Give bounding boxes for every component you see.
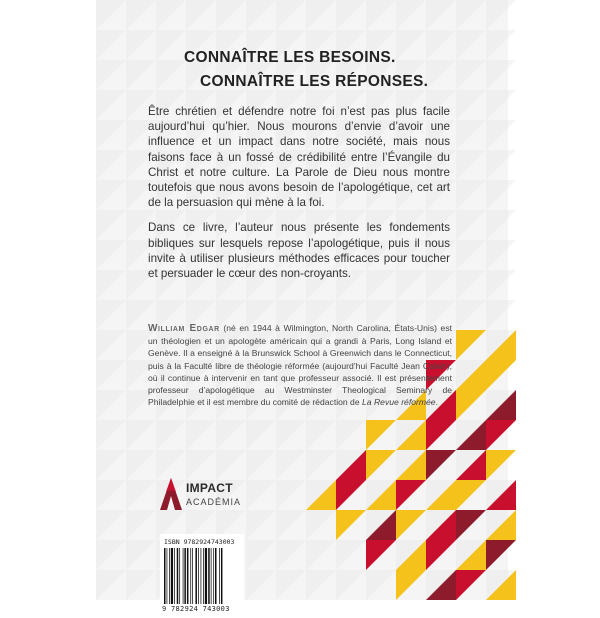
accent-triangle [426, 420, 456, 450]
accent-triangle [486, 450, 516, 480]
barcode-bar [192, 548, 193, 604]
bg-triangle [96, 330, 126, 360]
bg-triangle [216, 0, 246, 30]
bg-triangle [426, 60, 456, 90]
barcode-bar [205, 548, 207, 604]
bg-triangle [456, 300, 486, 330]
author-bio-text-b: . [435, 397, 438, 408]
accent-triangle [336, 510, 366, 540]
barcode-bars [164, 548, 240, 604]
accent-triangle [486, 360, 516, 390]
author-name: William Edgar [148, 323, 220, 334]
bg-triangle [126, 540, 156, 570]
bg-triangle [96, 300, 126, 330]
bg-triangle [456, 240, 486, 270]
bg-triangle [336, 0, 366, 30]
bg-triangle [306, 570, 336, 600]
bg-triangle [486, 90, 516, 120]
accent-triangle [486, 540, 516, 570]
bg-triangle [186, 420, 216, 450]
bg-triangle [456, 180, 486, 210]
bg-triangle [126, 450, 156, 480]
barcode-bar [179, 548, 180, 604]
bg-triangle [486, 30, 516, 60]
book-back-cover [96, 0, 508, 613]
bg-triangle [96, 120, 126, 150]
bg-triangle [246, 450, 276, 480]
bg-triangle [276, 480, 306, 510]
bg-triangle [156, 30, 186, 60]
bg-triangle [366, 0, 396, 30]
bg-triangle [456, 270, 486, 300]
barcode-bar [195, 548, 197, 604]
barcode-bar [211, 548, 212, 604]
accent-triangle [426, 540, 456, 570]
bg-triangle [456, 60, 486, 90]
bg-triangle [96, 240, 126, 270]
accent-triangle [456, 330, 486, 360]
bg-triangle [96, 420, 126, 450]
bg-triangle [246, 540, 276, 570]
bg-triangle [96, 390, 126, 420]
bg-triangle [126, 30, 156, 60]
bg-triangle [486, 120, 516, 150]
barcode-bar [169, 548, 170, 604]
bg-triangle [156, 60, 186, 90]
barcode-bar [184, 548, 186, 604]
bg-triangle [96, 540, 126, 570]
accent-triangle [456, 510, 486, 540]
headline-line-1: CONNAÎTRE LES BESOINS. [184, 49, 396, 66]
bg-triangle [396, 0, 426, 30]
bg-triangle [96, 480, 126, 510]
bg-triangle [186, 0, 216, 30]
bg-triangle [126, 60, 156, 90]
bg-triangle [426, 0, 456, 30]
bg-triangle [456, 150, 486, 180]
barcode-bar [164, 548, 166, 604]
blurb-paragraph-2: Dans ce livre, l’auteur nous présente les fondements bibliques sur lesquels repose l’apologétique, puis il nous invite à utiliser plusieurs méthodes efficaces pour toucher et persuader le cœur des non-croyants. [148, 221, 450, 281]
accent-triangle [366, 450, 396, 480]
blurb [148, 104, 450, 291]
accent-triangle [486, 420, 516, 450]
bg-triangle [96, 180, 126, 210]
bg-triangle [456, 90, 486, 120]
blurb-paragraph-1: Être chrétien et défendre notre foi n’est pas plus facile aujourd’hui qu’hier. Nous mourons d’envie d’avoir une influence et un impact dans notre société, mais nous faisons face à un fossé de crédibilité entre l’Évangile du Christ et notre culture. La Parole de Dieu nous montre toutefois que nous avons besoin de l’apologétique, cet art de la persuasion qui mène à la foi. [148, 105, 450, 210]
bg-triangle [216, 450, 246, 480]
bg-triangle [486, 0, 516, 30]
bg-triangle [486, 150, 516, 180]
bg-triangle [336, 570, 366, 600]
bg-triangle [216, 420, 246, 450]
barcode-bar [198, 548, 199, 604]
bg-triangle [486, 270, 516, 300]
accent-triangle [396, 480, 426, 510]
bg-triangle [156, 450, 186, 480]
accent-triangle [366, 420, 396, 450]
bg-triangle [96, 30, 126, 60]
publisher-a-icon [160, 478, 182, 510]
barcode-bar [213, 548, 214, 604]
bg-triangle [126, 480, 156, 510]
barcode-bar [187, 548, 189, 604]
bg-triangle [246, 570, 276, 600]
bg-triangle [486, 300, 516, 330]
bg-triangle [126, 570, 156, 600]
bg-triangle [96, 0, 126, 30]
isbn-label: ISBN 9782924743003 [164, 538, 235, 546]
bg-triangle [306, 420, 336, 450]
bg-triangle [306, 0, 336, 30]
publisher-logo [160, 478, 270, 528]
barcode-bar [219, 548, 220, 604]
bg-triangle [336, 540, 366, 570]
bg-triangle [306, 510, 336, 540]
barcode-bar [221, 548, 223, 604]
barcode-bar [203, 548, 204, 604]
barcode-bar [208, 548, 210, 604]
isbn-digits: 9 782924 743003 [162, 605, 230, 613]
publisher-name-1: IMPACT [186, 481, 233, 495]
bg-triangle [426, 30, 456, 60]
bg-triangle [456, 30, 486, 60]
bg-triangle [96, 60, 126, 90]
bg-triangle [306, 540, 336, 570]
barcode-bar [171, 548, 173, 604]
publisher-name-2: ACADÉMIA [186, 497, 242, 507]
bg-triangle [276, 540, 306, 570]
bg-triangle [96, 90, 126, 120]
author-bio-text-a: (né en 1944 à Wilmington, North Carolina, États-Unis) est un théologien et un apologète américain qui a grandi à Paris, Long Island et Genève. Il a enseigné à la Brunswick School à Greenwich dans le Connecticut, puis à la Faculté libre de théologie réformée (aujourd’hui Faculté Jean Calvin), où il continue à intervenir en tant que professeur associé. Il est présentement professeur d’apologétique au Westminster Theological Seminary de Philadelphie et il est membre du comité de rédaction de [148, 323, 453, 408]
bg-triangle [456, 210, 486, 240]
accent-triangle [396, 510, 426, 540]
bg-triangle [276, 450, 306, 480]
isbn-barcode [160, 534, 244, 618]
bg-triangle [486, 210, 516, 240]
bg-triangle [276, 570, 306, 600]
headline-line-2: CONNAÎTRE LES RÉPONSES. [200, 73, 429, 90]
bg-triangle [336, 420, 366, 450]
bg-triangle [96, 270, 126, 300]
bg-triangle [486, 240, 516, 270]
accent-triangle [336, 480, 366, 510]
bg-triangle [276, 510, 306, 540]
accent-triangle [456, 390, 486, 420]
barcode-bar [215, 548, 217, 604]
accent-triangle [396, 570, 426, 600]
bg-triangle [96, 150, 126, 180]
barcode-bar [167, 548, 168, 604]
bg-triangle [96, 510, 126, 540]
bg-triangle [96, 360, 126, 390]
headline [184, 46, 428, 94]
barcode-bar [201, 548, 202, 604]
accent-triangle [456, 570, 486, 600]
bg-triangle [126, 0, 156, 30]
barcode-bar [183, 548, 184, 604]
bg-triangle [366, 570, 396, 600]
bg-triangle [486, 180, 516, 210]
bg-triangle [246, 0, 276, 30]
bg-triangle [246, 420, 276, 450]
bg-triangle [456, 0, 486, 30]
barcode-bar [177, 548, 179, 604]
bg-triangle [486, 60, 516, 90]
accent-triangle [426, 450, 456, 480]
bg-triangle [96, 570, 126, 600]
bg-triangle [126, 510, 156, 540]
journal-title: La Revue réformée [362, 397, 436, 408]
bg-triangle [96, 450, 126, 480]
author-bio [148, 322, 452, 408]
barcode-bar [174, 548, 175, 604]
bg-triangle [186, 450, 216, 480]
barcode-bar [190, 548, 191, 604]
bg-triangle [276, 420, 306, 450]
accent-triangle [456, 480, 486, 510]
bg-triangle [276, 0, 306, 30]
bg-triangle [306, 450, 336, 480]
bg-triangle [456, 120, 486, 150]
bg-triangle [96, 210, 126, 240]
bg-triangle [156, 0, 186, 30]
bg-triangle [156, 420, 186, 450]
bg-triangle [126, 420, 156, 450]
accent-triangle [366, 540, 396, 570]
